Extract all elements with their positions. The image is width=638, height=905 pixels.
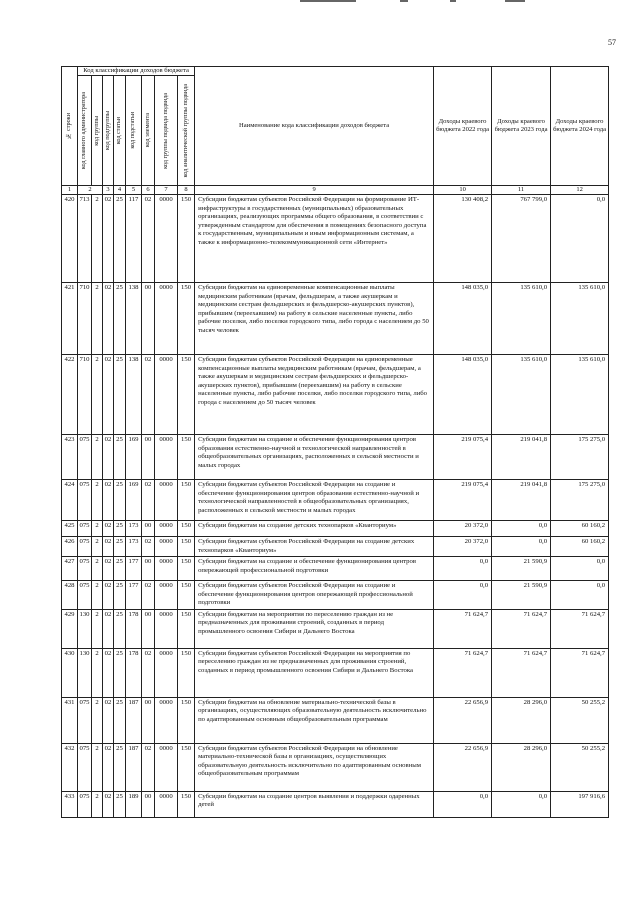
code-analytic-group: 150 [178, 480, 195, 521]
value-2024: 71 624,7 [551, 609, 609, 648]
code-subarticle: 189 [126, 791, 142, 817]
code-analytic-group: 150 [178, 283, 195, 355]
revenue-name: Субсидии бюджетам на единовременные компенсационные выплаты медицинским работникам (врачам, фельдшерам, а также акушеркам и медицинским сестрам фельдшерских и фельдшерско-акушерских пунктов), прибывшим (переехавшим) на работу в сельские населенные пункты, либо рабочие поселки, либо поселки городского типа, либо города с населением до 50 тысяч человек [195, 283, 434, 355]
code-subtype-group: 0000 [155, 537, 178, 557]
column-number: 3 [103, 186, 114, 195]
value-2024: 135 610,0 [551, 355, 609, 435]
column-number: 7 [155, 186, 178, 195]
table-body [62, 195, 609, 818]
revenue-name: Субсидии бюджетам субъектов Российской Федерации на создание и обеспечение функционирования центров опережающей профессиональной подготовки [195, 581, 434, 610]
code-analytic-group: 150 [178, 743, 195, 791]
revenue-name: Субсидии бюджетам субъектов Российской Федерации на создание детских технопарков «Кванториум» [195, 537, 434, 557]
code-article: 25 [114, 697, 126, 743]
code-subarticle: 173 [126, 537, 142, 557]
table-row [62, 537, 609, 557]
code-subarticle: 169 [126, 480, 142, 521]
table-row [62, 648, 609, 697]
value-2024: 71 624,7 [551, 648, 609, 697]
value-2022: 0,0 [434, 581, 492, 610]
code-subgroup: 02 [103, 537, 114, 557]
header-code-article: код статьи [114, 76, 126, 186]
header-2022: Доходы краевого бюджета 2022 года [434, 67, 492, 186]
code-subarticle: 173 [126, 521, 142, 537]
header-row-number: № строки [62, 67, 78, 186]
table-row [62, 283, 609, 355]
value-2022: 20 372,0 [434, 537, 492, 557]
table-row [62, 557, 609, 581]
table-row [62, 609, 609, 648]
code-article: 25 [114, 283, 126, 355]
code-element: 00 [142, 435, 155, 480]
code-subarticle: 138 [126, 283, 142, 355]
header-code-subarticle: код подстатьи [126, 76, 142, 186]
code-subgroup: 02 [103, 557, 114, 581]
value-2022: 219 075,4 [434, 435, 492, 480]
code-article: 25 [114, 609, 126, 648]
code-subarticle: 178 [126, 648, 142, 697]
code-group: 2 [92, 609, 103, 648]
code-analytic-group: 150 [178, 648, 195, 697]
code-subgroup: 02 [103, 609, 114, 648]
column-number: 4 [114, 186, 126, 195]
code-admin: 075 [78, 521, 92, 537]
row-number: 424 [62, 480, 78, 521]
value-2023: 71 624,7 [492, 648, 551, 697]
value-2023: 767 799,0 [492, 195, 551, 283]
revenue-name: Субсидии бюджетам субъектов Российской Федерации на мероприятия по переселению граждан из не предназначенных для проживания строений, созданных в период промышленного освоения Сибири и Дальнего Востока [195, 648, 434, 697]
row-number: 430 [62, 648, 78, 697]
code-group: 2 [92, 480, 103, 521]
code-admin: 130 [78, 648, 92, 697]
code-analytic-group: 150 [178, 609, 195, 648]
value-2024: 60 160,2 [551, 537, 609, 557]
column-number-row [62, 186, 609, 195]
code-article: 25 [114, 743, 126, 791]
code-article: 25 [114, 581, 126, 610]
value-2024: 50 255,2 [551, 697, 609, 743]
value-2023: 135 610,0 [492, 355, 551, 435]
code-article: 25 [114, 648, 126, 697]
header-code-subtype-group: код группы подвида подвида [155, 76, 178, 186]
column-number: 5 [126, 186, 142, 195]
value-2023: 0,0 [492, 791, 551, 817]
value-2024: 135 610,0 [551, 283, 609, 355]
code-admin: 075 [78, 743, 92, 791]
code-element: 02 [142, 195, 155, 283]
revenue-name: Субсидии бюджетам на обновление материально-технической базы в организациях, осуществляющих образовательную деятельность исключительно по адаптированным основным общеобразовательным программам [195, 697, 434, 743]
code-admin: 710 [78, 355, 92, 435]
code-subarticle: 187 [126, 743, 142, 791]
code-subtype-group: 0000 [155, 697, 178, 743]
code-group: 2 [92, 435, 103, 480]
code-subgroup: 02 [103, 480, 114, 521]
code-admin: 075 [78, 581, 92, 610]
header-2024: Доходы краевого бюджета 2024 года [551, 67, 609, 186]
row-number: 428 [62, 581, 78, 610]
value-2022: 71 624,7 [434, 609, 492, 648]
code-subgroup: 02 [103, 648, 114, 697]
code-admin: 075 [78, 435, 92, 480]
row-number: 423 [62, 435, 78, 480]
code-group: 2 [92, 537, 103, 557]
code-article: 25 [114, 480, 126, 521]
code-group: 2 [92, 743, 103, 791]
budget-revenue-table [61, 66, 609, 818]
code-element: 00 [142, 283, 155, 355]
code-element: 02 [142, 355, 155, 435]
code-analytic-group: 150 [178, 355, 195, 435]
header-code-group-col: код группы [92, 76, 103, 186]
value-2023: 21 590,9 [492, 557, 551, 581]
row-number: 433 [62, 791, 78, 817]
column-number: 1 [62, 186, 78, 195]
code-article: 25 [114, 557, 126, 581]
code-element: 02 [142, 743, 155, 791]
code-analytic-group: 150 [178, 581, 195, 610]
header-code-subgroup: код подгруппы [103, 76, 114, 186]
code-admin: 075 [78, 480, 92, 521]
row-number: 425 [62, 521, 78, 537]
code-element: 02 [142, 480, 155, 521]
header-code-group: Код классификации доходов бюджета [78, 67, 195, 76]
row-number: 426 [62, 537, 78, 557]
value-2023: 0,0 [492, 521, 551, 537]
value-2022: 0,0 [434, 791, 492, 817]
value-2024: 0,0 [551, 557, 609, 581]
header-code-admin: код главного администратора [78, 76, 92, 186]
header-name: Наименование кода классификации доходов бюджета [195, 67, 434, 186]
code-element: 00 [142, 791, 155, 817]
code-article: 25 [114, 521, 126, 537]
code-subtype-group: 0000 [155, 791, 178, 817]
code-admin: 710 [78, 283, 92, 355]
code-group: 2 [92, 355, 103, 435]
code-subtype-group: 0000 [155, 581, 178, 610]
value-2023: 219 041,8 [492, 480, 551, 521]
table-row [62, 581, 609, 610]
value-2024: 0,0 [551, 581, 609, 610]
code-subgroup: 02 [103, 743, 114, 791]
code-analytic-group: 150 [178, 697, 195, 743]
page-number: 57 [608, 38, 616, 47]
row-number: 432 [62, 743, 78, 791]
row-number: 429 [62, 609, 78, 648]
value-2023: 21 590,9 [492, 581, 551, 610]
code-admin: 075 [78, 537, 92, 557]
code-subgroup: 02 [103, 283, 114, 355]
revenue-name: Субсидии бюджетам на создание детских технопарков «Кванториум» [195, 521, 434, 537]
header-code-element: код элемента [142, 76, 155, 186]
code-element: 02 [142, 581, 155, 610]
code-element: 00 [142, 557, 155, 581]
code-subgroup: 02 [103, 435, 114, 480]
value-2023: 135 610,0 [492, 283, 551, 355]
column-number: 12 [551, 186, 609, 195]
code-element: 00 [142, 521, 155, 537]
value-2024: 60 160,2 [551, 521, 609, 537]
value-2023: 28 296,0 [492, 743, 551, 791]
code-group: 2 [92, 697, 103, 743]
code-subtype-group: 0000 [155, 648, 178, 697]
revenue-name: Субсидии бюджетам субъектов Российской Федерации на обновление материально-технической базы в организациях, осуществляющих образовательную деятельность исключительно по адаптированным основным общеобразовательным программам [195, 743, 434, 791]
code-analytic-group: 150 [178, 791, 195, 817]
code-group: 2 [92, 581, 103, 610]
code-subarticle: 177 [126, 581, 142, 610]
code-subtype-group: 0000 [155, 283, 178, 355]
code-analytic-group: 150 [178, 537, 195, 557]
code-group: 2 [92, 648, 103, 697]
value-2022: 219 075,4 [434, 480, 492, 521]
revenue-name: Субсидии бюджетам субъектов Российской Федерации на создание и обеспечение функционирования центров образования естественно-научной и технологической направленностей в общеобразовательных организациях, расположенных в сельской местности и малых городах [195, 480, 434, 521]
value-2024: 175 275,0 [551, 435, 609, 480]
code-analytic-group: 150 [178, 557, 195, 581]
code-element: 02 [142, 537, 155, 557]
column-number: 9 [195, 186, 434, 195]
value-2023: 0,0 [492, 537, 551, 557]
value-2023: 28 296,0 [492, 697, 551, 743]
code-admin: 713 [78, 195, 92, 283]
table-row [62, 435, 609, 480]
value-2022: 71 624,7 [434, 648, 492, 697]
code-admin: 075 [78, 697, 92, 743]
row-number: 431 [62, 697, 78, 743]
value-2022: 22 656,9 [434, 697, 492, 743]
revenue-name: Субсидии бюджетам субъектов Российской Федерации на единовременные компенсационные выплаты медицинским работникам (врачам, фельдшерам, а также акушеркам и медицинским сестрам фельдшерских и фельдшерско-акушерских пунктов), прибывшим (переехавшим) на работу в сельские населенные пункты, либо рабочие поселки, либо поселки городского типа, либо города с населением до 50 тысяч человек [195, 355, 434, 435]
code-element: 02 [142, 648, 155, 697]
code-article: 25 [114, 195, 126, 283]
code-analytic-group: 150 [178, 435, 195, 480]
code-subgroup: 02 [103, 697, 114, 743]
code-admin: 075 [78, 557, 92, 581]
table-row [62, 743, 609, 791]
value-2024: 175 275,0 [551, 480, 609, 521]
code-subtype-group: 0000 [155, 480, 178, 521]
value-2022: 22 656,9 [434, 743, 492, 791]
table-row [62, 697, 609, 743]
code-group: 2 [92, 557, 103, 581]
code-subgroup: 02 [103, 791, 114, 817]
column-number: 11 [492, 186, 551, 195]
code-subarticle: 138 [126, 355, 142, 435]
code-subtype-group: 0000 [155, 743, 178, 791]
revenue-name: Субсидии бюджетам на создание центров выявления и поддержки одаренных детей [195, 791, 434, 817]
revenue-name: Субсидии бюджетам на создание и обеспечение функционирования центров опережающей профессиональной подготовки [195, 557, 434, 581]
value-2024: 197 916,6 [551, 791, 609, 817]
code-subarticle: 178 [126, 609, 142, 648]
code-article: 25 [114, 537, 126, 557]
scan-artifacts [300, 0, 540, 4]
column-number: 2 [78, 186, 103, 195]
table-row [62, 791, 609, 817]
revenue-name: Субсидии бюджетам субъектов Российской Федерации на формирование ИТ-инфраструктуры в государственных (муниципальных) образовательных организациях, реализующих программы общего образования, в соответствии с утвержденным стандартом для обеспечения в помещениях безопасного доступа к государственным, муниципальным и иным информационным системам, а также к информационно-телекоммуникационной сети «Интернет» [195, 195, 434, 283]
code-subtype-group: 0000 [155, 609, 178, 648]
column-number: 8 [178, 186, 195, 195]
code-subgroup: 02 [103, 195, 114, 283]
column-number: 6 [142, 186, 155, 195]
code-analytic-group: 150 [178, 195, 195, 283]
row-number: 427 [62, 557, 78, 581]
value-2023: 219 041,8 [492, 435, 551, 480]
code-group: 2 [92, 283, 103, 355]
code-subarticle: 177 [126, 557, 142, 581]
revenue-name: Субсидии бюджетам на мероприятия по переселению граждан из не предназначенных для проживания строений, созданных в период промышленного освоения Сибири и Дальнего Востока [195, 609, 434, 648]
code-group: 2 [92, 195, 103, 283]
code-group: 2 [92, 521, 103, 537]
value-2022: 148 035,0 [434, 355, 492, 435]
table-row [62, 195, 609, 283]
code-element: 00 [142, 609, 155, 648]
code-admin: 075 [78, 791, 92, 817]
code-subtype-group: 0000 [155, 557, 178, 581]
value-2022: 0,0 [434, 557, 492, 581]
code-subarticle: 117 [126, 195, 142, 283]
code-subgroup: 02 [103, 355, 114, 435]
revenue-name: Субсидии бюджетам на создание и обеспечение функционирования центров образования естественно-научной и технологической направленностей в общеобразовательных организациях, расположенных в сельской местности и малых городах [195, 435, 434, 480]
code-subtype-group: 0000 [155, 521, 178, 537]
code-article: 25 [114, 355, 126, 435]
code-group: 2 [92, 791, 103, 817]
value-2022: 20 372,0 [434, 521, 492, 537]
code-article: 25 [114, 435, 126, 480]
code-subgroup: 02 [103, 521, 114, 537]
table-row [62, 355, 609, 435]
code-element: 00 [142, 697, 155, 743]
code-subarticle: 169 [126, 435, 142, 480]
code-subarticle: 187 [126, 697, 142, 743]
column-number: 10 [434, 186, 492, 195]
value-2022: 148 035,0 [434, 283, 492, 355]
value-2024: 50 255,2 [551, 743, 609, 791]
code-admin: 130 [78, 609, 92, 648]
table-row [62, 521, 609, 537]
code-subtype-group: 0000 [155, 355, 178, 435]
value-2023: 71 624,7 [492, 609, 551, 648]
code-subgroup: 02 [103, 581, 114, 610]
code-subtype-group: 0000 [155, 195, 178, 283]
header-code-analytic-group: код аналитической группы подвида [178, 76, 195, 186]
table-row [62, 480, 609, 521]
value-2024: 0,0 [551, 195, 609, 283]
header-2023: Доходы краевого бюджета 2023 года [492, 67, 551, 186]
code-analytic-group: 150 [178, 521, 195, 537]
row-number: 421 [62, 283, 78, 355]
code-subtype-group: 0000 [155, 435, 178, 480]
value-2022: 130 408,2 [434, 195, 492, 283]
row-number: 422 [62, 355, 78, 435]
row-number: 420 [62, 195, 78, 283]
code-article: 25 [114, 791, 126, 817]
